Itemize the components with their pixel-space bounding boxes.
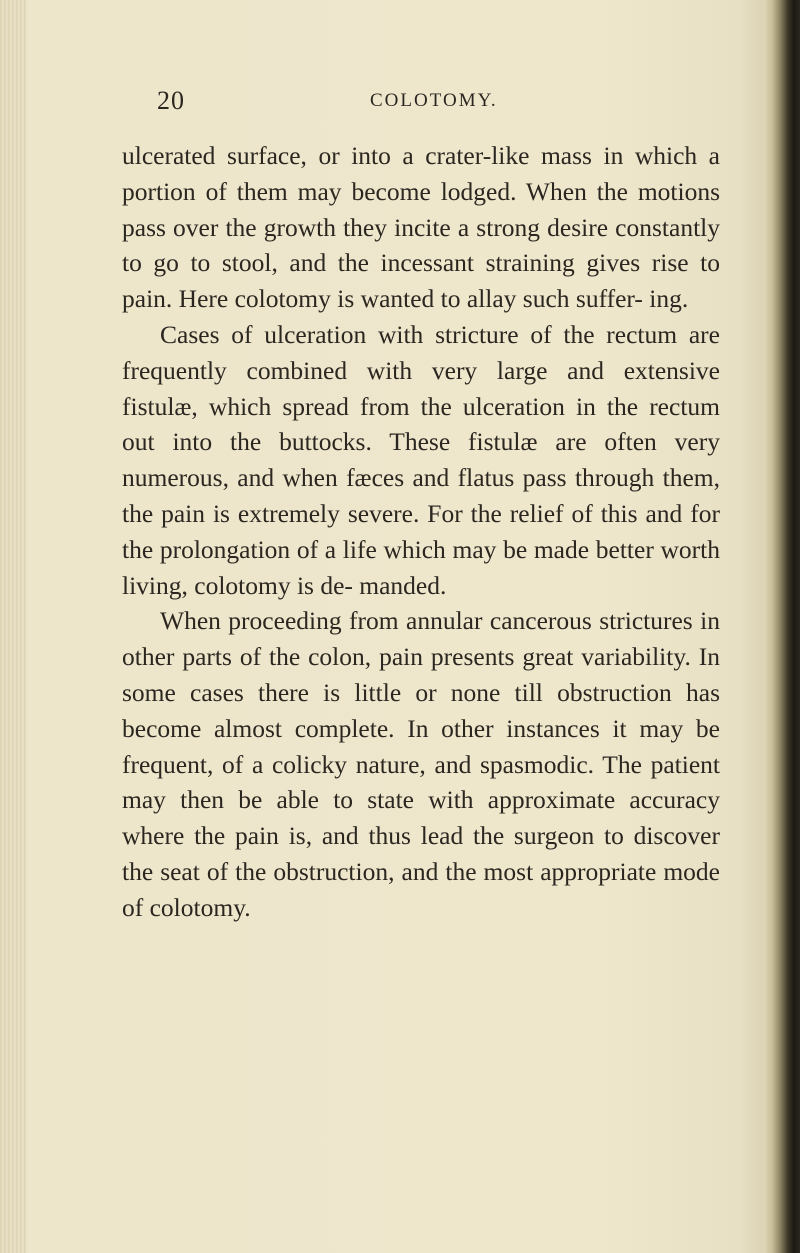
paragraph-ulceration-stricture: Cases of ulceration with stricture of the rectum are frequently combined with very large and extensive fistulæ, which spread from the ulceration in the rectum out into the buttocks. These fistulæ are often very numerous, and when fæces and flatus pass through them, the pain is extremely severe. For the relief of this and for the prolongation of a life which may be made better worth living, colotomy is de- manded. (122, 319, 720, 600)
body-text (122, 138, 720, 926)
book-binding-shadow (766, 0, 800, 1253)
page-header (0, 86, 760, 116)
paragraph-cancerous-strictures: When proceeding from annular cancerous strictures in other parts of the colon, pain presents great variability. In some cases there is little or none till obstruction has become almost complete. In other instances it may be frequent, of a colicky nature, and spasmodic. The patient may then be able to state with approximate accuracy where the pain is, and thus lead the surgeon to discover the seat of the obstruction, and the most appropriate mode of colotomy. (122, 606, 720, 922)
page-edge-left (0, 0, 26, 1253)
paragraph-continuation: ulcerated surface, or into a crater-like mass in which a portion of them may become lodged. When the motions pass over the growth they incite a strong desire constantly to go to stool, and the incessant straining gives rise to pain. Here colotomy is wanted to allay such suffer- ing. (122, 141, 720, 314)
page-number: 20 (157, 86, 185, 115)
running-head: COLOTOMY. (370, 90, 498, 111)
